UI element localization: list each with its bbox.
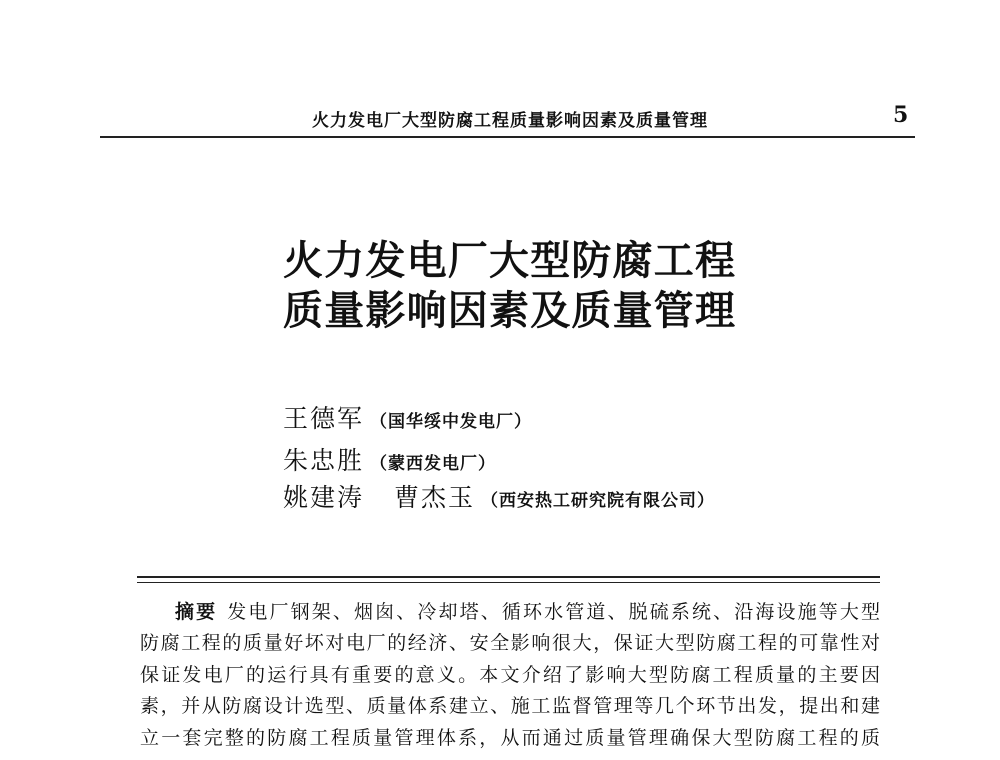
abstract-label: 摘要 <box>175 601 218 623</box>
paper-title-line-2: 质量影响因素及质量管理 <box>283 287 735 334</box>
abstract-line: 保证发电厂的运行具有重要的意义。本文介绍了影响大型防腐工程质量的主要因 <box>140 664 880 686</box>
author-line <box>283 404 532 437</box>
paper-title-line-1: 火力发电厂大型防腐工程 <box>283 237 735 284</box>
author-line <box>283 483 715 516</box>
author-affiliation: （西安热工研究院有限公司） <box>481 491 716 511</box>
section-divider <box>137 582 880 583</box>
running-title: 火力发电厂大型防腐工程质量影响因素及质量管理 <box>312 111 708 131</box>
abstract-line <box>140 599 880 625</box>
author-name: 朱忠胜 <box>283 446 365 475</box>
author-name: 曹杰玉 <box>394 483 476 512</box>
author-name: 王德军 <box>283 404 365 433</box>
abstract-line: 立一套完整的防腐工程质量管理体系，从而通过质量管理确保大型防腐工程的质 <box>140 727 880 749</box>
author-line <box>283 446 496 479</box>
author-affiliation: （蒙西发电厂） <box>370 454 497 474</box>
header-rule <box>100 136 915 138</box>
abstract-line: 素，并从防腐设计选型、质量体系建立、施工监督管理等几个环节出发，提出和建 <box>140 695 880 717</box>
author-name: 姚建涛 <box>283 483 365 512</box>
abstract-text: 发电厂钢架、烟囱、冷却塔、循环水管道、脱硫系统、沿海设施等大型 <box>227 601 880 623</box>
section-divider <box>137 576 880 578</box>
page-number: 5 <box>893 102 909 128</box>
abstract-line: 防腐工程的质量好坏对电厂的经济、安全影响很大，保证大型防腐工程的可靠性对 <box>140 632 880 654</box>
author-affiliation: （国华绥中发电厂） <box>370 412 533 432</box>
